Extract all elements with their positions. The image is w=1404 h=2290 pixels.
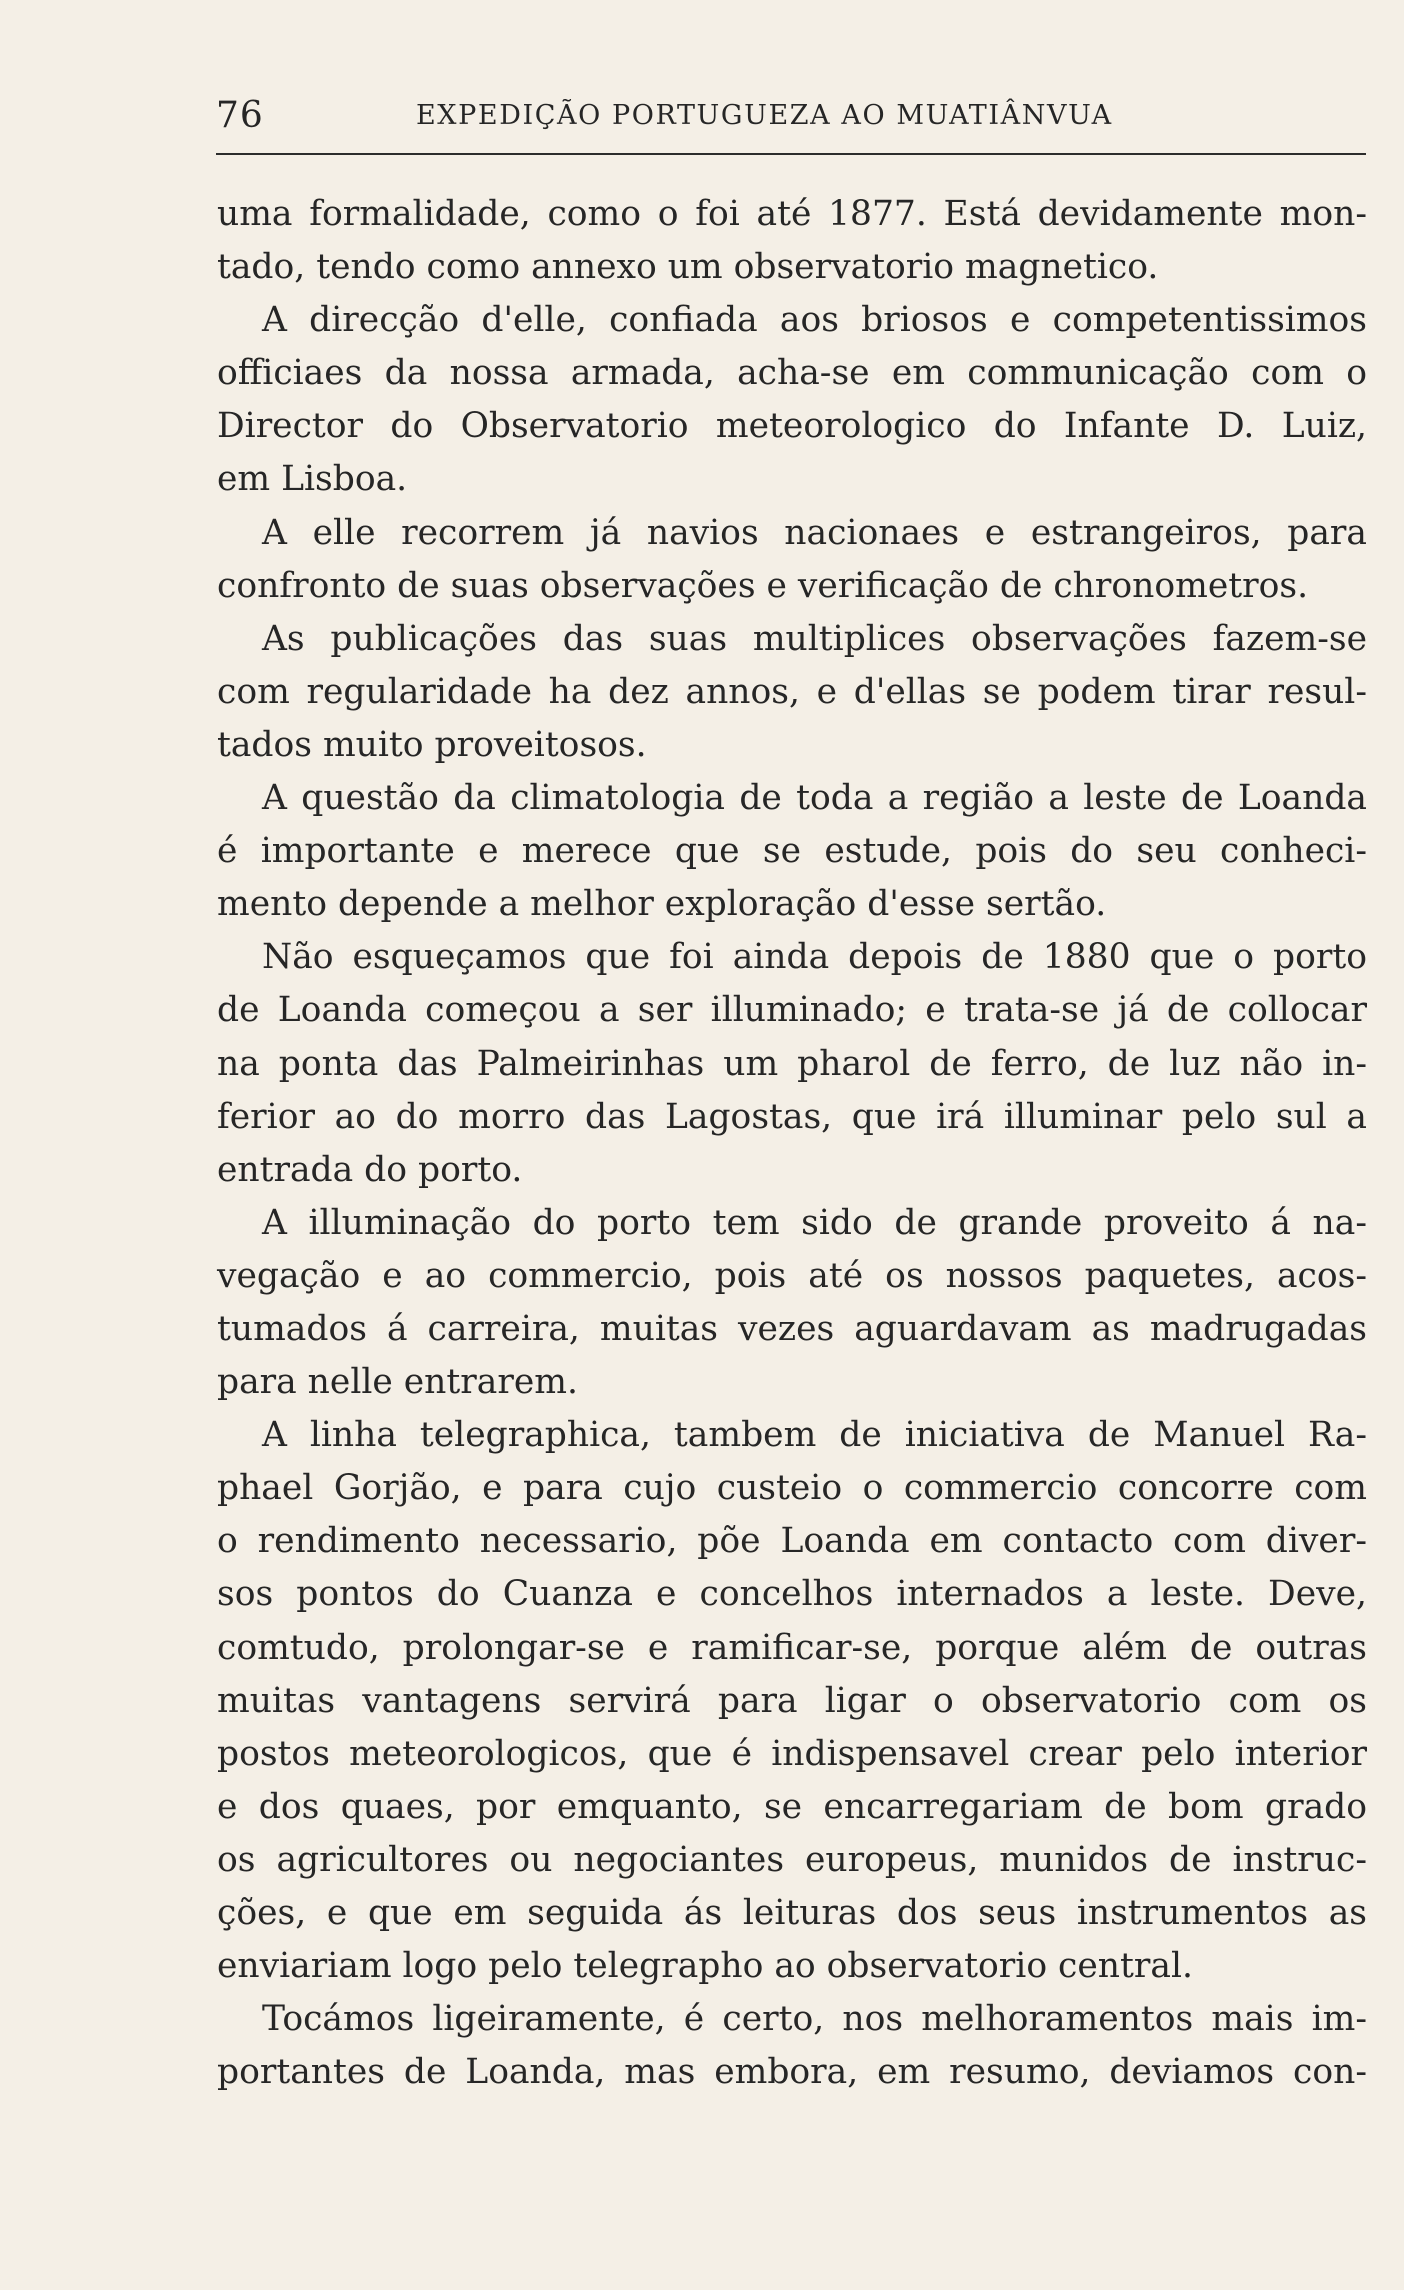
text-line: Não esqueçamos que foi ainda depois de 1880 que o porto (262, 937, 1367, 978)
text-line: A linha telegraphica, tambem de iniciativa de Manuel Ra- (262, 1415, 1367, 1456)
text-line: tados muito proveitosos. (217, 724, 647, 765)
page-number: 76 (216, 95, 264, 136)
text-line: muitas vantagens servirá para ligar o observatorio com os (217, 1680, 1367, 1721)
text-line: o rendimento necessario, põe Loanda em contacto com diver- (217, 1521, 1367, 1562)
text-line: phael Gorjão, e para cujo custeio o commercio concorre com (217, 1468, 1367, 1509)
text-line: portantes de Loanda, mas embora, em resumo, deviamos con- (217, 2052, 1367, 2093)
text-line: tumados á carreira, muitas vezes aguardavam as madrugadas (217, 1308, 1367, 1349)
text-line: comtudo, prolongar-se e ramificar-se, porque além de outras (217, 1627, 1367, 1668)
text-line: enviariam logo pelo telegrapho ao observatorio central. (217, 1946, 1193, 1987)
text-line: mento depende a melhor exploração d'esse sertão. (217, 884, 1107, 925)
text-line: é importante e merece que se estude, pois do seu conheci- (217, 831, 1367, 872)
text-line: postos meteorologicos, que é indispensavel crear pelo interior (217, 1733, 1367, 1774)
text-line: tado, tendo como annexo um observatorio magnetico. (217, 247, 1159, 288)
text-line: As publicações das suas multiplices observações fazem-se (262, 618, 1367, 659)
text-line: com regularidade ha dez annos, e d'ellas se podem tirar resul- (217, 671, 1367, 712)
text-line: Director do Observatorio meteorologico do Infante D. Luiz, (217, 406, 1367, 447)
text-line: A elle recorrem já navios nacionaes e estrangeiros, para (262, 512, 1367, 553)
text-line: ferior ao do morro das Lagostas, que irá illuminar pelo sul a (217, 1096, 1367, 1137)
header-rule (216, 153, 1366, 155)
text-line: officiaes da nossa armada, acha-se em communicação com o (217, 353, 1367, 394)
body-text (217, 188, 1367, 2099)
text-line: A illuminação do porto tem sido de grande proveito á na- (262, 1202, 1367, 1243)
text-line: para nelle entrarem. (217, 1362, 578, 1403)
text-line: A direcção d'elle, confiada aos briosos e competentissimos (262, 300, 1367, 341)
text-line: e dos quaes, por emquanto, se encarregariam de bom grado (217, 1786, 1367, 1827)
running-title: EXPEDIÇÃO PORTUGUEZA AO MUATIÂNVUA (416, 100, 1113, 131)
text-line: os agricultores ou negociantes europeus, munidos de instruc- (217, 1839, 1367, 1880)
text-line: entrada do porto. (217, 1149, 523, 1190)
text-line: na ponta das Palmeirinhas um pharol de ferro, de luz não in- (217, 1043, 1367, 1084)
text-line: A questão da climatologia de toda a região a leste de Loanda (262, 778, 1367, 819)
text-line: em Lisboa. (217, 459, 408, 500)
text-line: Tocámos ligeiramente, é certo, nos melhoramentos mais im- (262, 1999, 1367, 2040)
text-line: confronto de suas observações e verificação de chronometros. (217, 565, 1309, 606)
page-header (216, 92, 1366, 140)
text-line: ções, e que em seguida ás leituras dos seus instrumentos as (217, 1893, 1367, 1933)
text-line: de Loanda começou a ser illuminado; e trata-se já de collocar (217, 990, 1367, 1031)
text-line: sos pontos do Cuanza e concelhos internados a leste. Deve, (217, 1574, 1367, 1615)
text-line: vegação e ao commercio, pois até os nossos paquetes, acos- (217, 1255, 1367, 1296)
text-line: uma formalidade, como o foi até 1877. Está devidamente mon- (217, 194, 1367, 234)
